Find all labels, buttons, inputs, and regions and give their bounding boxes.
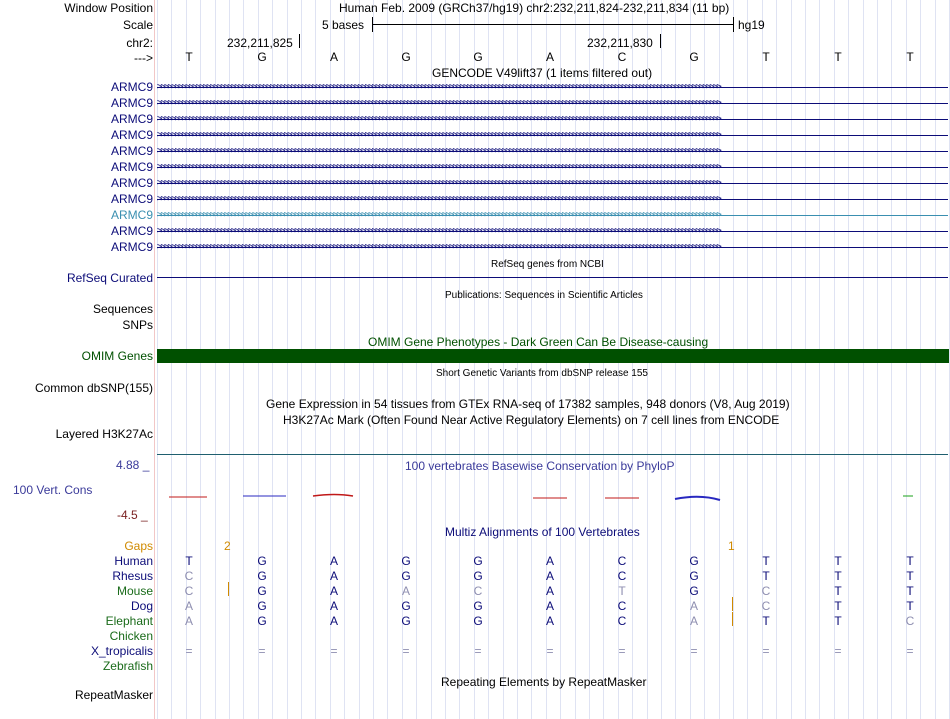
reference-base: A [545, 50, 554, 64]
alignment-base: T [834, 599, 842, 613]
alignment-base: G [257, 569, 267, 583]
reference-base: T [762, 50, 770, 64]
gencode-strand-arrows: >>>>>>>>>>>>>>>>>>>>>>>>>>>>>>>>>>>>>>>>>>>>>>>>>>>>>>>>>>>>>>>>>>>>>>>>>>>>>>>>>>>>>>>>>>>>>>>>>>>>>>>>>>>>>>>>>>>>>>>>>>>>>>>>>>>>>>>>>>>>>>>>>>>>>>>>>>>>>>>> [157, 83, 720, 91]
gencode-transcript-label[interactable]: ARMC9 [110, 128, 153, 142]
alignment-base: C [617, 599, 627, 613]
reference-base: G [257, 50, 267, 64]
alignment-base: T [762, 614, 770, 628]
alignment-base: A [329, 599, 338, 613]
gencode-strand-arrows: >>>>>>>>>>>>>>>>>>>>>>>>>>>>>>>>>>>>>>>>>>>>>>>>>>>>>>>>>>>>>>>>>>>>>>>>>>>>>>>>>>>>>>>>>>>>>>>>>>>>>>>>>>>>>>>>>>>>>>>>>>>>>>>>>>>>>>>>>>>>>>>>>>>>>>>>>>>>>>>> [157, 115, 720, 123]
alignment-base: T [185, 554, 193, 568]
alignment-base: = [762, 644, 770, 658]
gap-count-2: 1 [728, 539, 735, 553]
alignment-base: = [690, 644, 698, 658]
gencode-transcript-label[interactable]: ARMC9 [110, 176, 153, 190]
gencode-strand-arrows: >>>>>>>>>>>>>>>>>>>>>>>>>>>>>>>>>>>>>>>>>>>>>>>>>>>>>>>>>>>>>>>>>>>>>>>>>>>>>>>>>>>>>>>>>>>>>>>>>>>>>>>>>>>>>>>>>>>>>>>>>>>>>>>>>>>>>>>>>>>>>>>>>>>>>>>>>>>>>>>> [157, 227, 720, 235]
alignment-base: T [834, 584, 842, 598]
alignment-base: C [473, 584, 483, 598]
window-position-label: Window Position [64, 1, 153, 15]
refseq-gene-line[interactable] [157, 277, 948, 278]
alignment-base: = [330, 644, 338, 658]
species-label[interactable]: Mouse [116, 584, 153, 598]
gencode-transcript-label[interactable]: ARMC9 [110, 192, 153, 206]
gencode-transcript-label[interactable]: ARMC9 [110, 224, 153, 238]
alignment-base: G [257, 584, 267, 598]
alignment-base: = [546, 644, 554, 658]
scale-bar [372, 24, 733, 25]
gap-count-1: 2 [224, 539, 231, 553]
publications-sequences-label[interactable]: Sequences [92, 302, 153, 316]
alignment-base: G [473, 614, 483, 628]
alignment-base: T [834, 614, 842, 628]
alignment-base: A [184, 614, 193, 628]
alignment-base: G [401, 599, 411, 613]
alignment-base: T [906, 599, 914, 613]
reference-base: C [617, 50, 627, 64]
alignment-base: T [834, 569, 842, 583]
alignment-base: C [905, 614, 915, 628]
dbsnp-title: Short Genetic Variants from dbSNP release 155 [436, 368, 648, 379]
refseq-title: RefSeq genes from NCBI [491, 259, 604, 270]
gaps-label: Gaps [124, 539, 153, 553]
alignment-base: G [401, 614, 411, 628]
alignment-base: A [545, 569, 554, 583]
scale-value: 5 bases [322, 18, 365, 32]
reference-base: T [834, 50, 842, 64]
alignment-base: G [689, 584, 699, 598]
alignment-base: T [762, 554, 770, 568]
alignment-base: G [473, 569, 483, 583]
publications-snps-label[interactable]: SNPs [122, 318, 153, 332]
species-label[interactable]: Dog [130, 599, 153, 613]
species-label[interactable]: Chicken [109, 629, 153, 643]
reference-base: T [185, 50, 193, 64]
publications-title: Publications: Sequences in Scientific Articles [445, 290, 643, 301]
refseq-label[interactable]: RefSeq Curated [66, 271, 153, 285]
window-position-value: Human Feb. 2009 (GRCh37/hg19) chr2:232,211,824-232,211,834 (11 bp) [339, 1, 730, 15]
alignment-base: = [618, 644, 626, 658]
gencode-transcript-label[interactable]: ARMC9 [110, 80, 153, 94]
scale-bar-right-tick [733, 17, 734, 32]
repeatmasker-title: Repeating Elements by RepeatMasker [441, 675, 647, 689]
gencode-transcript-label[interactable]: ARMC9 [110, 208, 153, 222]
phylop-title: 100 vertebrates Basewise Conservation by PhyloP [405, 459, 675, 473]
reference-base: G [689, 50, 699, 64]
species-label[interactable]: Rhesus [112, 569, 153, 583]
alignment-base: A [329, 614, 338, 628]
gencode-strand-arrows: >>>>>>>>>>>>>>>>>>>>>>>>>>>>>>>>>>>>>>>>>>>>>>>>>>>>>>>>>>>>>>>>>>>>>>>>>>>>>>>>>>>>>>>>>>>>>>>>>>>>>>>>>>>>>>>>>>>>>>>>>>>>>>>>>>>>>>>>>>>>>>>>>>>>>>>>>>>>>>>> [157, 179, 720, 187]
species-label[interactable]: Zebrafish [102, 659, 153, 673]
h3k27ac-baseline [157, 454, 948, 455]
alignment-base: = [474, 644, 482, 658]
alignment-base: G [257, 599, 267, 613]
label-divider [154, 0, 155, 719]
alignment-base: T [906, 569, 914, 583]
strand-label: ---> [134, 51, 153, 65]
chr-label: chr2: [126, 36, 153, 50]
alignment-base: A [329, 569, 338, 583]
species-label[interactable]: Elephant [105, 614, 153, 628]
gencode-title: GENCODE V49lift37 (1 items filtered out) [432, 66, 653, 80]
alignment-base: C [761, 599, 771, 613]
gap-mark-elephant [732, 612, 733, 626]
gap-mark-dog [732, 597, 733, 611]
alignment-base: G [689, 569, 699, 583]
gencode-strand-arrows: >>>>>>>>>>>>>>>>>>>>>>>>>>>>>>>>>>>>>>>>>>>>>>>>>>>>>>>>>>>>>>>>>>>>>>>>>>>>>>>>>>>>>>>>>>>>>>>>>>>>>>>>>>>>>>>>>>>>>>>>>>>>>>>>>>>>>>>>>>>>>>>>>>>>>>>>>>>>>>>> [157, 99, 720, 107]
reference-base: G [401, 50, 411, 64]
scale-label: Scale [122, 18, 153, 32]
alignment-base: G [401, 554, 411, 568]
alignment-base: = [402, 644, 410, 658]
gencode-transcript-label[interactable]: ARMC9 [110, 112, 153, 126]
alignment-base: A [401, 584, 410, 598]
phylop-min-label: -4.5 _ [117, 508, 148, 522]
alignment-base: G [689, 554, 699, 568]
alignment-base: G [473, 599, 483, 613]
alignment-base: G [473, 554, 483, 568]
alignment-base: G [257, 554, 267, 568]
alignment-base: C [184, 584, 194, 598]
coord-tick-2 [660, 34, 661, 48]
h3k27ac-label[interactable]: Layered H3K27Ac [55, 427, 153, 441]
reference-base: G [473, 50, 483, 64]
alignment-base: A [329, 554, 338, 568]
reference-base: T [906, 50, 914, 64]
coord-label-1: 232,211,825 [227, 36, 293, 50]
phylop-label[interactable]: 100 Vert. Cons [13, 483, 93, 497]
alignment-base: A [689, 614, 698, 628]
omim-label[interactable]: OMIM Genes [81, 349, 153, 363]
alignment-base: C [617, 614, 627, 628]
gencode-strand-arrows: >>>>>>>>>>>>>>>>>>>>>>>>>>>>>>>>>>>>>>>>>>>>>>>>>>>>>>>>>>>>>>>>>>>>>>>>>>>>>>>>>>>>>>>>>>>>>>>>>>>>>>>>>>>>>>>>>>>>>>>>>>>>>>>>>>>>>>>>>>>>>>>>>>>>>>>>>>>>>>>> [157, 163, 720, 171]
alignment-base: = [834, 644, 842, 658]
alignment-base: A [689, 599, 698, 613]
phylop-signal [155, 488, 950, 508]
gencode-strand-arrows: >>>>>>>>>>>>>>>>>>>>>>>>>>>>>>>>>>>>>>>>>>>>>>>>>>>>>>>>>>>>>>>>>>>>>>>>>>>>>>>>>>>>>>>>>>>>>>>>>>>>>>>>>>>>>>>>>>>>>>>>>>>>>>>>>>>>>>>>>>>>>>>>>>>>>>>>>>>>>>>> [157, 195, 720, 203]
repeatmasker-label[interactable]: RepeatMasker [74, 688, 153, 702]
alignment-base: C [761, 584, 771, 598]
alignment-base: T [906, 584, 914, 598]
alignment-base: A [184, 599, 193, 613]
alignment-base: = [258, 644, 266, 658]
species-label[interactable]: X_tropicalis [90, 644, 153, 658]
omim-gene-bar[interactable] [157, 349, 949, 363]
gencode-strand-arrows: >>>>>>>>>>>>>>>>>>>>>>>>>>>>>>>>>>>>>>>>>>>>>>>>>>>>>>>>>>>>>>>>>>>>>>>>>>>>>>>>>>>>>>>>>>>>>>>>>>>>>>>>>>>>>>>>>>>>>>>>>>>>>>>>>>>>>>>>>>>>>>>>>>>>>>>>>>>>>>>> [157, 131, 720, 139]
alignment-base: A [545, 584, 554, 598]
gap-mark-mouse [228, 582, 229, 596]
alignment-base: = [185, 644, 193, 658]
gencode-transcript-label[interactable]: ARMC9 [110, 96, 153, 110]
omim-title: OMIM Gene Phenotypes - Dark Green Can Be Disease-causing [368, 335, 709, 349]
alignment-base: = [906, 644, 914, 658]
alignment-base: A [545, 599, 554, 613]
alignment-base: T [762, 569, 770, 583]
alignment-base: T [834, 554, 842, 568]
scale-bar-left-tick [372, 17, 373, 32]
alignment-base: G [401, 569, 411, 583]
gencode-transcript-label[interactable]: ARMC9 [110, 160, 153, 174]
multiz-title: Multiz Alignments of 100 Vertebrates [445, 525, 640, 539]
phylop-max-label: 4.88 _ [116, 458, 150, 472]
dbsnp-label[interactable]: Common dbSNP(155) [34, 381, 153, 395]
alignment-base: C [617, 554, 627, 568]
coord-label-2: 232,211,830 [587, 36, 653, 50]
alignment-base: C [184, 569, 194, 583]
coord-tick-1 [299, 34, 300, 48]
reference-base: A [329, 50, 338, 64]
h3k27ac-title: H3K27Ac Mark (Often Found Near Active Regulatory Elements) on 7 cell lines from ENCODE [283, 413, 780, 427]
assembly-label: hg19 [738, 18, 765, 32]
alignment-base: G [257, 614, 267, 628]
alignment-base: A [545, 614, 554, 628]
alignment-base: C [617, 569, 627, 583]
gencode-transcript-label[interactable]: ARMC9 [110, 144, 153, 158]
species-label[interactable]: Human [114, 554, 153, 568]
gencode-transcript-label[interactable]: ARMC9 [110, 240, 153, 254]
gencode-strand-arrows: >>>>>>>>>>>>>>>>>>>>>>>>>>>>>>>>>>>>>>>>>>>>>>>>>>>>>>>>>>>>>>>>>>>>>>>>>>>>>>>>>>>>>>>>>>>>>>>>>>>>>>>>>>>>>>>>>>>>>>>>>>>>>>>>>>>>>>>>>>>>>>>>>>>>>>>>>>>>>>>> [157, 147, 720, 155]
gencode-strand-arrows: >>>>>>>>>>>>>>>>>>>>>>>>>>>>>>>>>>>>>>>>>>>>>>>>>>>>>>>>>>>>>>>>>>>>>>>>>>>>>>>>>>>>>>>>>>>>>>>>>>>>>>>>>>>>>>>>>>>>>>>>>>>>>>>>>>>>>>>>>>>>>>>>>>>>>>>>>>>>>>>> [157, 211, 720, 219]
alignment-base: T [618, 584, 626, 598]
alignment-base: A [329, 584, 338, 598]
alignment-base: T [906, 554, 914, 568]
alignment-base: A [545, 554, 554, 568]
gtex-title: Gene Expression in 54 tissues from GTEx RNA-seq of 17382 samples, 948 donors (V8, Aug 2019) [266, 397, 790, 411]
gencode-strand-arrows: >>>>>>>>>>>>>>>>>>>>>>>>>>>>>>>>>>>>>>>>>>>>>>>>>>>>>>>>>>>>>>>>>>>>>>>>>>>>>>>>>>>>>>>>>>>>>>>>>>>>>>>>>>>>>>>>>>>>>>>>>>>>>>>>>>>>>>>>>>>>>>>>>>>>>>>>>>>>>>>> [157, 243, 720, 251]
